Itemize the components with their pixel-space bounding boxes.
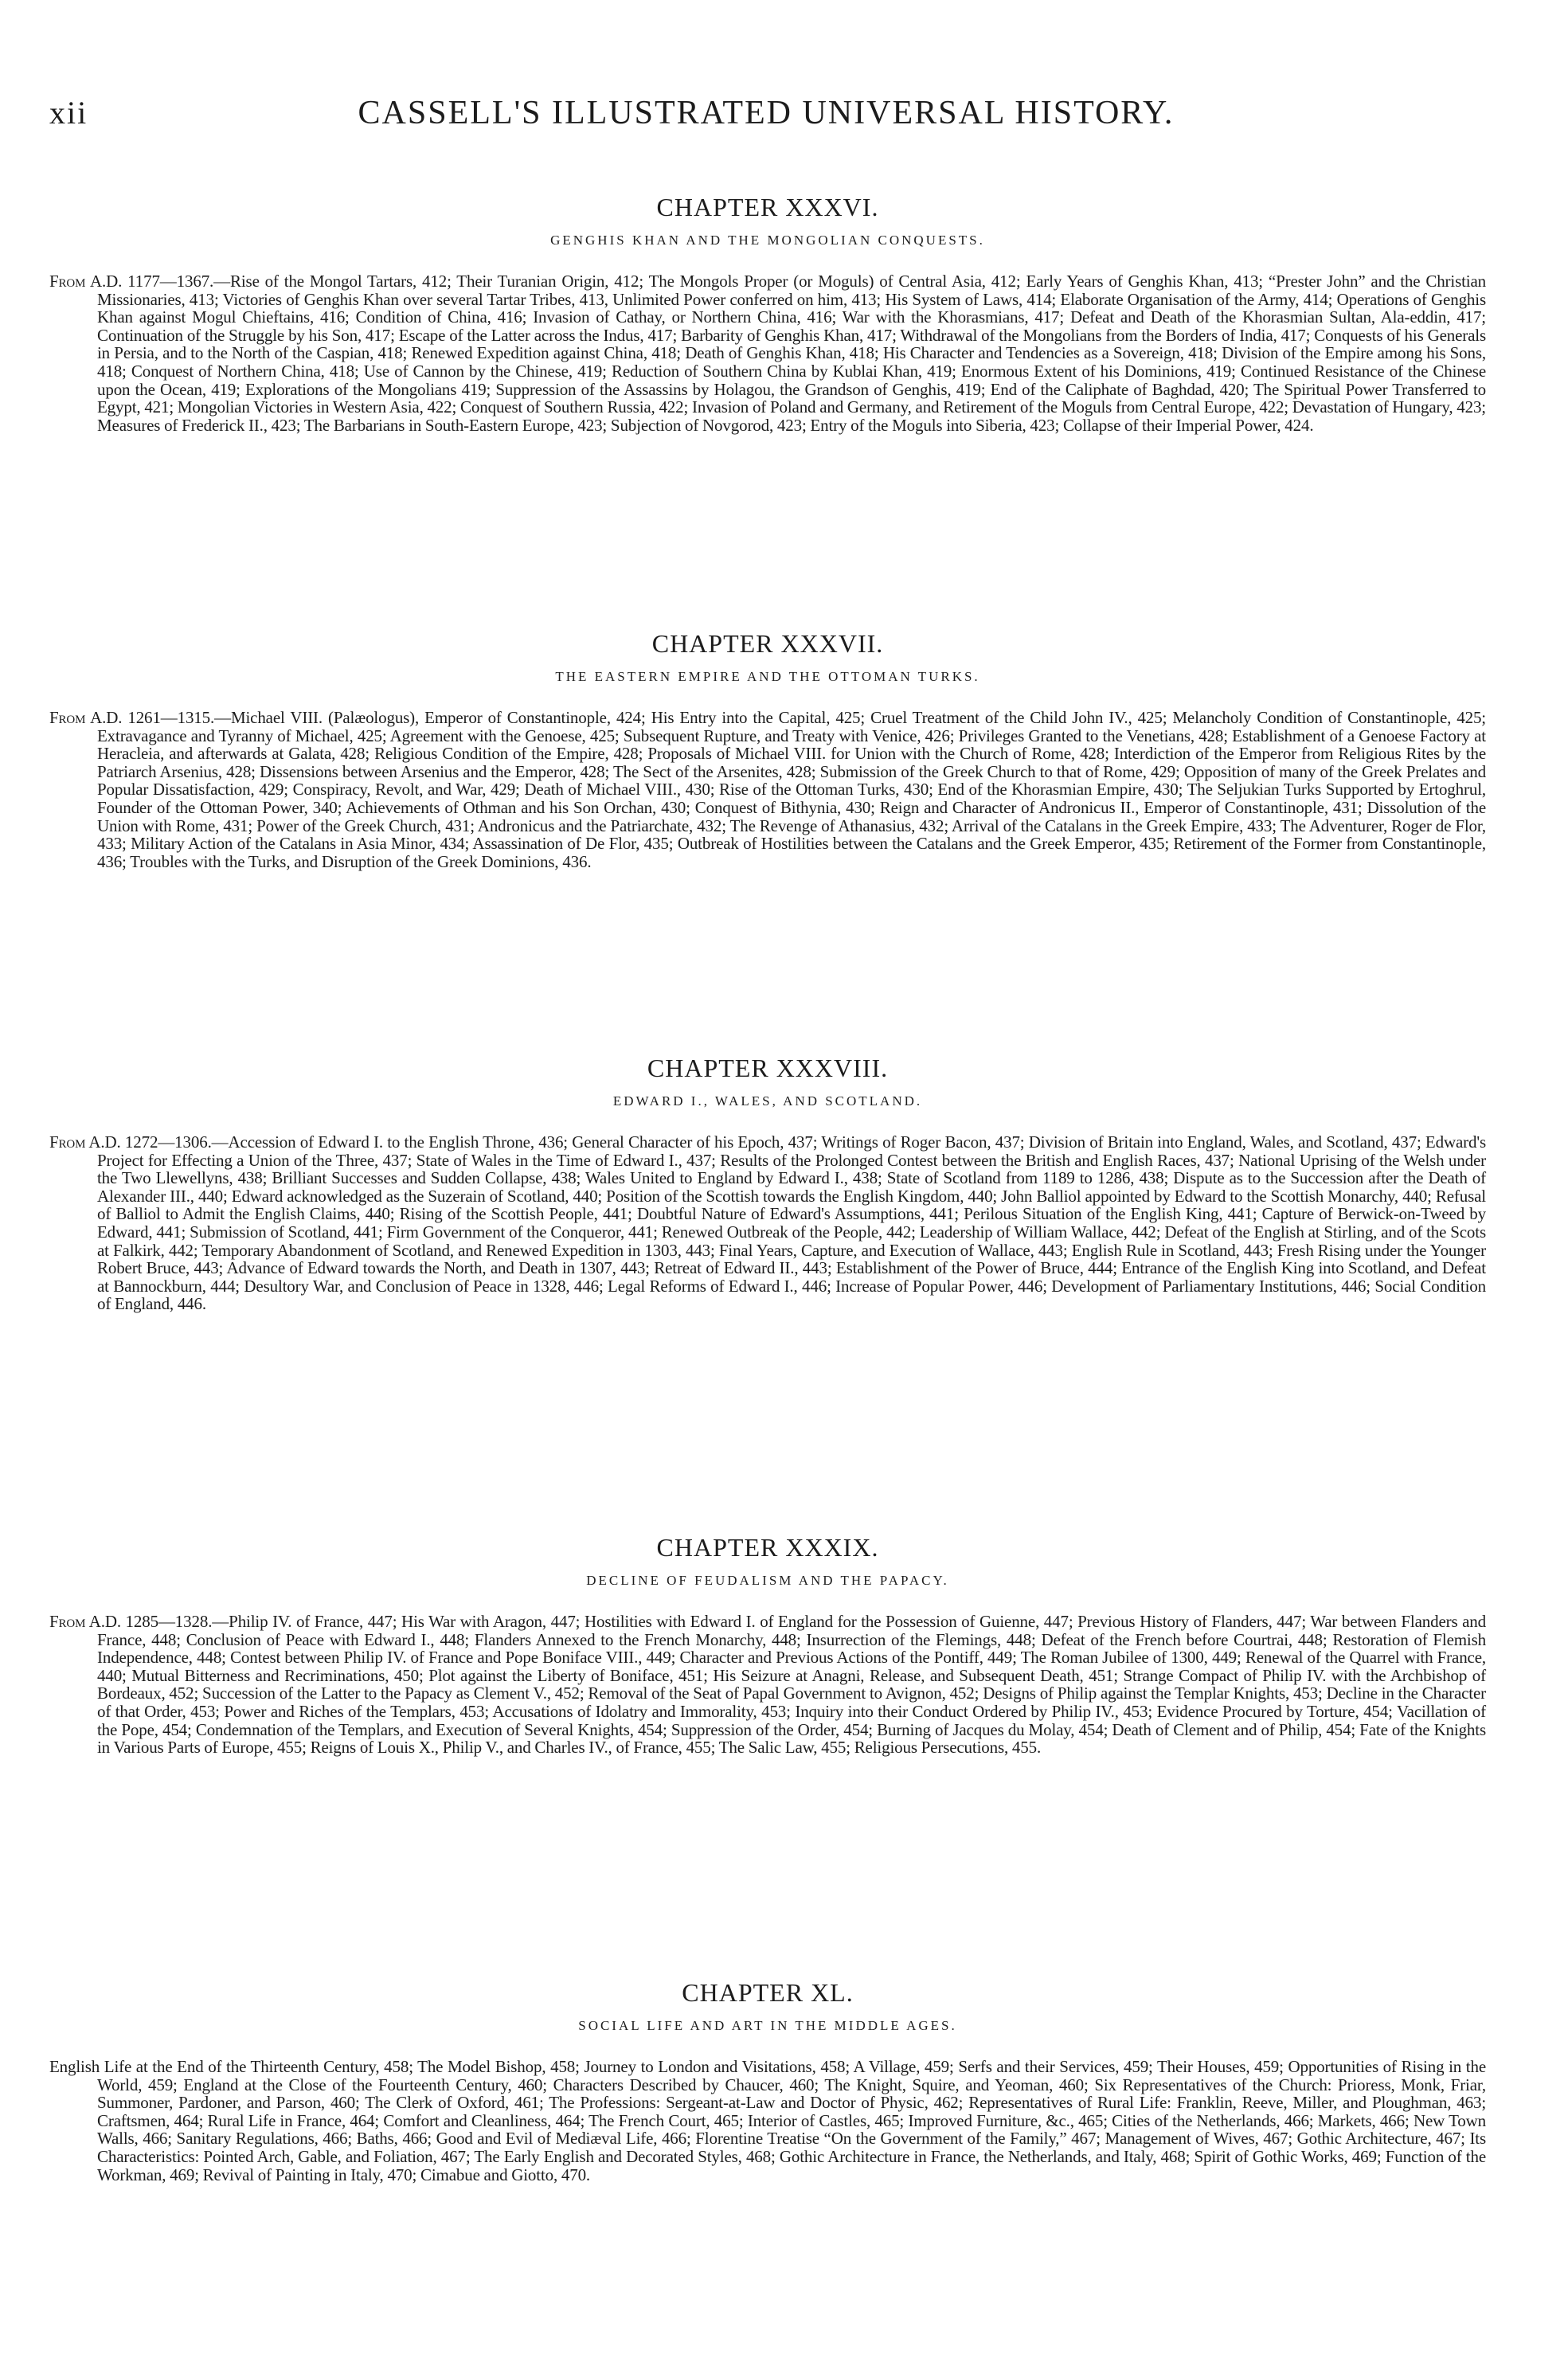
chapter-subtitle: THE EASTERN EMPIRE AND THE OTTOMAN TURKS.: [555, 669, 980, 684]
chapter-xxxvi: [49, 193, 1486, 434]
chapter-title: CHAPTER XXXVI.: [656, 193, 879, 221]
chapter-xxxix: [49, 1533, 1486, 1757]
chapter-title: CHAPTER XL.: [682, 1978, 854, 2007]
chapter-summary: [49, 709, 1486, 870]
chapter-summary-text: Philip IV. of France, 447; His War with Aragon, 447; Hostilities with Edward I. of England for the Possession of Guienne, 447; Previous History of Flanders, 447; War between Flanders and France, 448; Conclusion of Peace with Edward I., 448; Flanders Annexed to the French Monarchy, 448; Insurrection of the Flemings, 448; Defeat of the French before Courtrai, 448; Restoration of Flemish Independence, 448; Contest between Philip IV. of France and Pope Boniface VIII., 449; Character and Previous Actions of the Pontiff, 449; The Roman Jubilee of 1300, 449; Renewal of the Quarrel with France, 440; Mutual Bitterness and Recriminations, 450; Plot against the Liberty of Boniface, 451; His Seizure at Anagni, Release, and Subsequent Death, 451; Strange Compact of Philip IV. with the Archbishop of Bordeaux, 452; Succession of the Latter to the Papacy as Clement V., 452; Removal of the Seat of Papal Government to Avignon, 452; Designs of Philip against the Templar Knights, 453; Decline in the Character of that Order, 453; Power and Riches of the Templars, 453; Accusations of Idolatry and Immorality, 453; Inquiry into their Conduct Ordered by Philip IV., 453; Evidence Procured by Torture, 454; Vacillation of the Pope, 454; Condemnation of the Templars, and Execution of Several Knights, 454; Suppression of the Order, 454; Burning of Jacques du Molay, 454; Death of Clement and of Philip, 454; Fate of the Knights in Various Parts of Europe, 455; Reigns of Louis X., Philip V., and Charles IV., of France, 455; The Salic Law, 455; Religious Persecutions, 455.: [97, 1612, 1487, 1758]
chapter-title: CHAPTER XXXVII.: [651, 629, 884, 658]
page-folio: xii: [49, 95, 88, 131]
chapter-subtitle: SOCIAL LIFE AND ART IN THE MIDDLE AGES.: [578, 2018, 957, 2033]
page-header: [49, 94, 1483, 142]
chapter-summary: [49, 1133, 1486, 1313]
chapter-subtitle: DECLINE OF FEUDALISM AND THE PAPACY.: [586, 1573, 949, 1588]
chapter-xl: [49, 1978, 1486, 2184]
chapter-summary-text: Rise of the Mongol Tartars, 412; Their Turanian Origin, 412; The Mongols Proper (or Moguls) of Central Asia, 412; Early Years of Genghis Khan, 413; “Prester John” and the Christian Missionaries, 413; Victories of Genghis Khan over several Tartar Tribes, 413, Unlimited Power conferred on him, 413; His System of Laws, 414; Elaborate Organisation of the Army, 414; Operations of Genghis Khan against Mogul Chieftains, 416; Condition of China, 416; Invasion of Cathay, or Northern China, 416; War with the Khorasmians, 417; Defeat and Death of the Khorasmian Sultan, Ala-eddin, 417; Continuation of the Struggle by his Son, 417; Escape of the Latter across the Indus, 417; Barbarity of Genghis Khan, 417; Withdrawal of the Mongolians from the Borders of India, 417; Conquests of his Generals in Persia, and to the North of the Caspian, 418; Renewed Expedition against China, 418; Death of Genghis Khan, 418; His Character and Tendencies as a Sovereign, 418; Division of the Empire among his Sons, 418; Conquest of Northern China, 418; Use of Cannon by the Chinese, 419; Reduction of Southern China by Kublai Khan, 419; Enormous Extent of his Dominions, 419; Continued Resistance of the Chinese upon the Ocean, 419; Explorations of the Mongolians 419; Suppression of the Assassins by Holagou, the Grandson of Genghis, 419; End of the Caliphate of Baghdad, 420; The Spiritual Power Transferred to Egypt, 421; Mongolian Victories in Western Asia, 422; Conquest of Southern Russia, 422; Invasion of Poland and Germany, and Retirement of the Moguls from Central Europe, 422; Devastation of Hungary, 423; Measures of Frederick II., 423; The Barbarians in South-Eastern Europe, 423; Subjection of Novgorod, 423; Entry of the Moguls into Siberia, 423; Collapse of their Imperial Power, 424.: [97, 272, 1486, 435]
chapter-summary: [49, 1613, 1486, 1757]
chapter-summary-text: English Life at the End of the Thirteenth Century, 458; The Model Bishop, 458; Journey to London and Visitations, 458; A Village, 459; Serfs and their Services, 459; Their Houses, 459; Opportunities of Rising in the World, 459; England at the Close of the Fourteenth Century, 460; Characters Described by Chaucer, 460; The Knight, Squire, and Yeoman, 460; Six Representatives of the Church: Prioress, Monk, Friar, Summoner, Pardoner, and Parson, 460; The Clerk of Oxford, 461; The Professions: Sergeant-at-Law and Doctor of Physic, 462; Representatives of Rural Life: Franklin, Reeve, Miller, and Ploughman, 463; Craftsmen, 464; Rural Life in France, 464; Comfort and Cleanliness, 464; The French Court, 465; Interior of Castles, 465; Improved Furniture, &c., 465; Cities of the Netherlands, 466; Markets, 466; New Town Walls, 466; Sanitary Regulations, 466; Baths, 466; Good and Evil of Mediæval Life, 466; Florentine Treatise “On the Government of the Family,” 467; Management of Wives, 467; Gothic Architecture, 467; Its Characteristics: Pointed Arch, Gable, and Foliation, 467; The Early English and Decorated Styles, 468; Gothic Architecture in France, the Netherlands, and Italy, 468; Spirit of Gothic Works, 469; Function of the Workman, 469; Revival of Painting in Italy, 470; Cimabue and Giotto, 470.: [49, 2057, 1486, 2184]
chapter-subtitle: GENGHIS KHAN AND THE MONGOLIAN CONQUESTS.: [550, 233, 985, 248]
chapter-summary-text: Michael VIII. (Palæologus), Emperor of Constantinople, 424; His Entry into the Capital, 425; Cruel Treatment of the Child John IV., 425; Melancholy Condition of Constantinople, 425; Extravagance and Tyranny of Michael, 425; Agreement with the Genoese, 425; Subsequent Rupture, and Treaty with Venice, 426; Privileges Granted to the Venetians, 428; Establishment of a Genoese Factory at Heracleia, and afterwards at Galata, 428; Religious Condition of the Empire, 428; Proposals of Michael VIII. for Union with the Church of Rome, 428; Interdiction of the Emperor from Religious Rites by the Patriarch Arsenius, 428; Dissensions between Arsenius and the Emperor, 428; The Sect of the Arsenites, 428; Submission of the Greek Church to that of Rome, 429; Opposition of many of the Greek Prelates and Popular Dissatisfaction, 429; Conspiracy, Revolt, and War, 429; Death of Michael VIII., 430; Rise of the Ottoman Turks, 430; End of the Khorasmian Empire, 430; The Seljukian Turks Supported by Ertoghrul, Founder of the Ottoman Power, 340; Achievements of Othman and his Son Orchan, 430; Conquest of Bithynia, 430; Reign and Character of Andronicus II., Emperor of Constantinople, 431; Dissolution of the Union with Rome, 431; Power of the Greek Church, 431; Andronicus and the Patriarchate, 432; The Revenge of Athanasius, 432; Arrival of the Catalans in the Greek Empire, 433; The Adventurer, Roger de Flor, 433; Military Action of the Catalans in Asia Minor, 434; Assassination of De Flor, 435; Outbreak of Hostilities between the Catalans and the Greek Emperor, 435; Retirement of the Former from Constantinople, 436; Troubles with the Turks, and Disruption of the Greek Dominions, 436.: [97, 708, 1486, 871]
chapter-date-range: From A.D. 1177—1367.—: [49, 272, 230, 291]
chapter-title: CHAPTER XXXVIII.: [647, 1054, 889, 1082]
chapter-xxxviii: [49, 1054, 1486, 1313]
running-title: CASSELL'S ILLUSTRATED UNIVERSAL HISTORY.: [358, 95, 1175, 131]
chapter-summary: [49, 2058, 1486, 2184]
chapter-date-range: From A.D. 1272—1306.—: [49, 1132, 229, 1152]
chapter-summary-text: Accession of Edward I. to the English Throne, 436; General Character of his Epoch, 437; Writings of Roger Bacon, 437; Division of Britain into England, Wales, and Scotland, 437; Edward's Project for Effecting a Union of the Three, 437; State of Wales in the Time of Edward I., 437; Results of the Prolonged Contest between the British and English Races, 437; National Uprising of the Welsh under the Two Llewellyns, 438; Brilliant Successes and Sudden Collapse, 438; Wales United to England by Edward I., 438; State of Scotland from 1189 to 1286, 438; Dispute as to the Succession after the Death of Alexander III., 440; Edward acknowledged as the Suzerain of Scotland, 440; Position of the Scottish towards the English Kingdom, 440; John Balliol appointed by Edward to the Scottish Monarchy, 440; Refusal of Balliol to Admit the English Claims, 440; Rising of the Scottish People, 441; Doubtful Nature of Edward's Assumptions, 441; Perilous Situation of the English King, 441; Capture of Berwick-on-Tweed by Edward, 441; Submission of Scotland, 441; Firm Government of the Conqueror, 441; Renewed Outbreak of the People, 442; Leadership of William Wallace, 442; Defeat of the English at Stirling, and of the Scots at Falkirk, 442; Temporary Abandonment of Scotland, and Renewed Expedition in 1303, 443; Final Years, Capture, and Execution of Wallace, 443; English Rule in Scotland, 443; Fresh Rising under the Younger Robert Bruce, 443; Advance of Edward towards the North, and Death in 1307, 443; Retreat of Edward II., 443; Establishment of the Power of Bruce, 444; Entrance of the English King into Scotland, and Defeat at Bannockburn, 444; Desultory War, and Conclusion of Peace in 1328, 446; Legal Reforms of Edward I., 446; Increase of Popular Power, 446; Development of Parliamentary Institutions, 446; Social Condition of England, 446.: [97, 1132, 1486, 1314]
chapter-summary: [49, 272, 1486, 434]
chapter-title: CHAPTER XXXIX.: [656, 1533, 879, 1562]
chapter-xxxvii: [49, 629, 1486, 870]
chapter-date-range: From A.D. 1261—1315.—: [49, 708, 231, 727]
chapter-date-range: From A.D. 1285—1328.—: [49, 1612, 229, 1631]
chapter-subtitle: EDWARD I., WALES, AND SCOTLAND.: [612, 1093, 923, 1109]
